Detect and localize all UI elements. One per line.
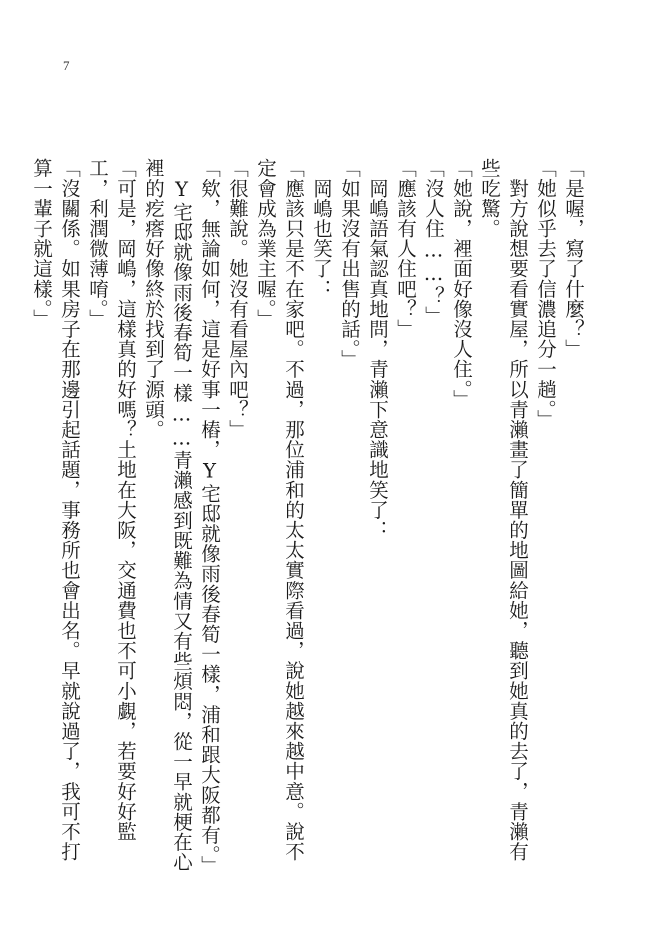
paragraph: 「沒關係。如果房子在那邊引起話題，事務所也會出名。早就說過了，我可不打算一輩子就這樣。」 [30,158,81,862]
paragraph: 「很難說。她沒有看屋內吧？」 [226,158,249,440]
paragraph: 「應該有人住吧？」 [394,158,417,339]
vertical-text-body [30,158,587,878]
page-number: 7 [63,58,70,73]
paragraph: 岡嶋語氣認真地問，青瀨下意識地笑了： [366,158,389,540]
paragraph: 「她說，裡面好像沒人住。」 [450,158,473,410]
paragraph: 「欸，無論如何，這是好事一樁，Y宅邸就像雨後春筍一樣，浦和跟大阪都有。」 [198,158,221,876]
paragraph: 岡嶋也笑了： [310,158,333,299]
paragraph: 「如果沒有出售的話。」 [338,158,361,370]
paragraph: 「是喔，寫了什麼？」 [562,158,585,359]
paragraph: 「可是，岡嶋，這樣真的好嗎？土地在大阪，交通費也不可小覷，若要好好監工，利潤微薄唷。」 [86,158,137,842]
paragraph: 「她似乎去了信濃追分一趟。」 [534,158,557,430]
paragraph: 「應該只是不在家吧。不過，那位浦和的太太實際看過，說她越來越中意。說不定會成為業主喔。」 [254,158,305,862]
paragraph: 對方說想要看實屋，所以青瀨畫了簡單的地圖給她，聽到她真的去了，青瀨有些吃驚。 [478,158,529,862]
paragraph: Y宅邸就像雨後春筍一樣……青瀨感到既難為情又有些煩悶，從一早就梗在心裡的疙瘩好像終於找到了源頭。 [142,158,193,872]
paragraph: 「沒人住……？」 [422,158,445,326]
